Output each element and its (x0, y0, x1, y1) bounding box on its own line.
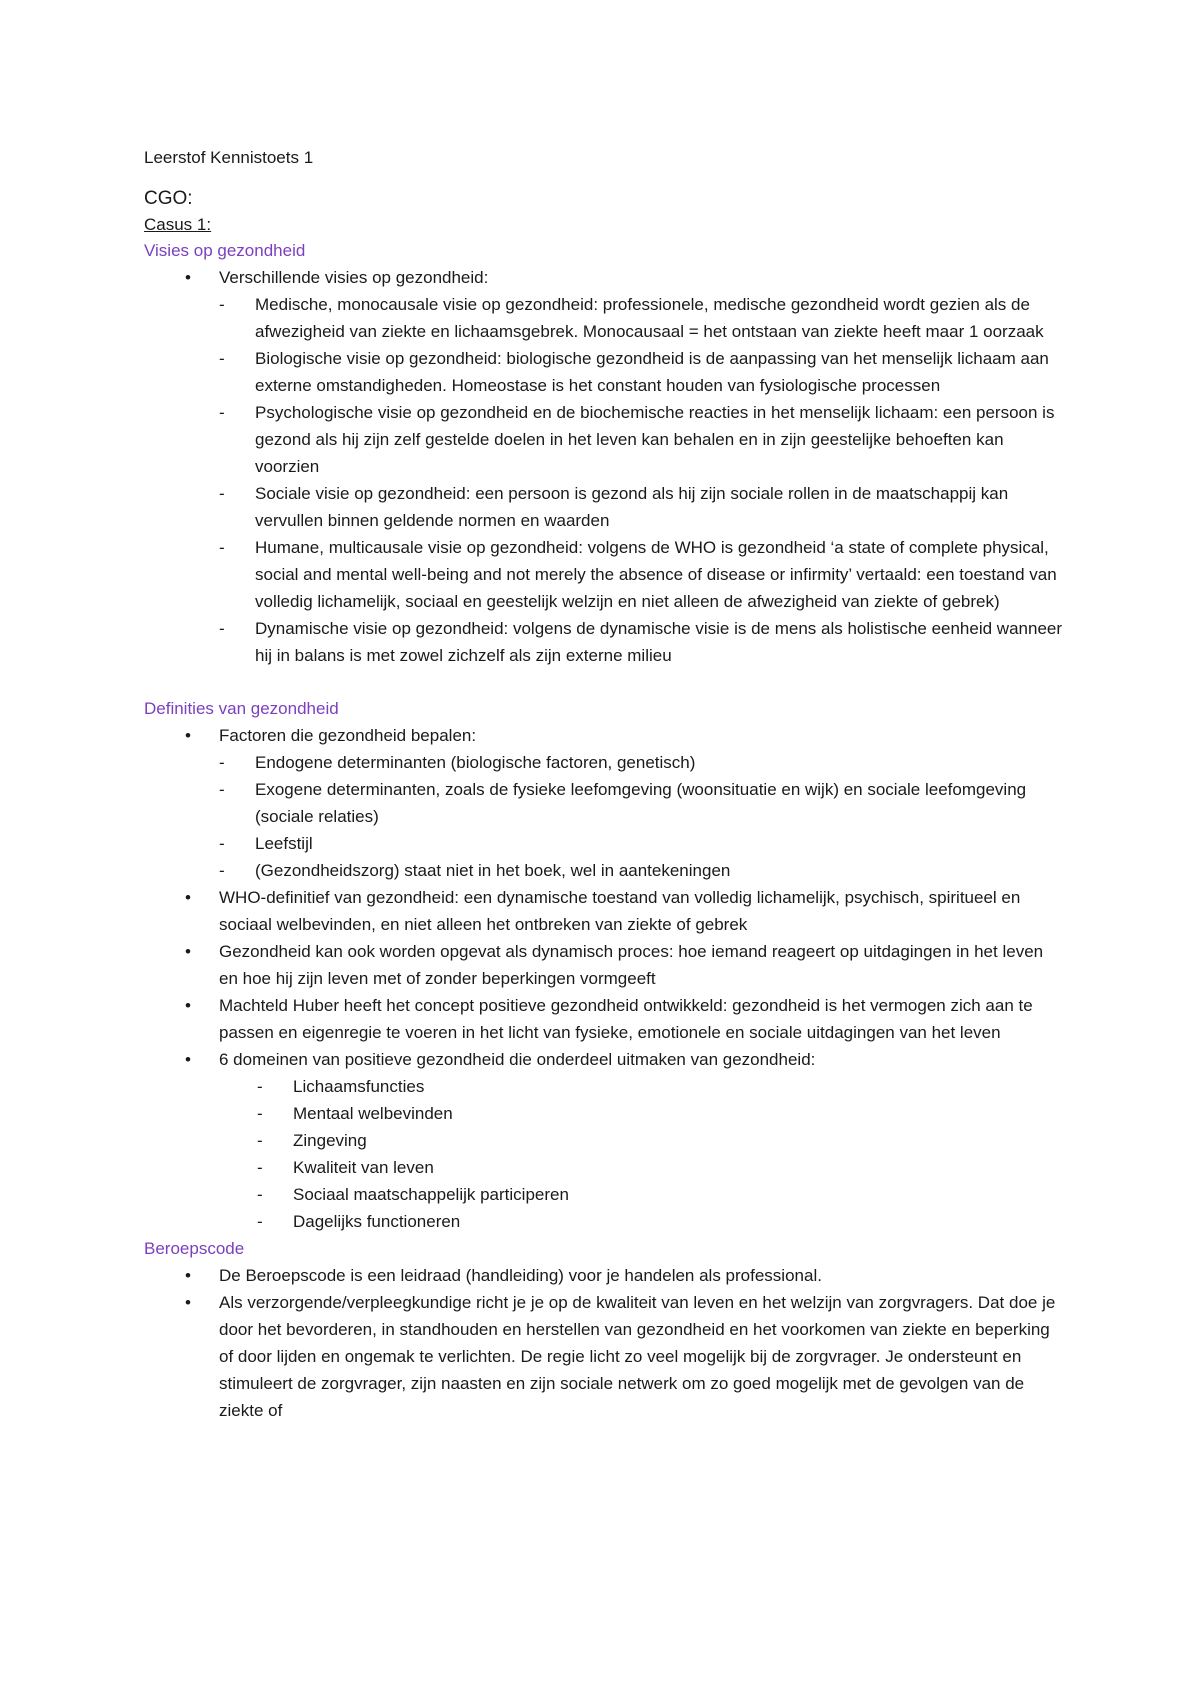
section-heading-visies: Visies op gezondheid (144, 241, 306, 260)
visies-sub-list (219, 291, 1064, 669)
bullet-icon: • (185, 996, 191, 1015)
list-item (219, 1127, 1064, 1154)
bullet-text: Gezondheid kan ook worden opgevat als dynamisch proces: hoe iemand reageert op uitdagingen in het leven en hoe hij zijn leven met of zonder beperkingen vormgeeft (219, 942, 1044, 988)
list-item (144, 992, 1064, 1046)
list-item (219, 1208, 1064, 1235)
bullet-text: Verschillende visies op gezondheid: (219, 268, 489, 287)
dash-icon: - (219, 619, 225, 638)
list-item (144, 722, 1064, 884)
item-text: Dagelijks functioneren (293, 1212, 461, 1231)
dash-icon: - (219, 295, 225, 314)
cgo-heading: CGO: (144, 188, 193, 209)
item-text: Psychologische visie op gezondheid en de biochemische reacties in het menselijk lichaam: een persoon is gezond als hij zijn zelf gestelde doelen in het leven kan behalen en in zijn geestelijke behoeften kan voorzien (255, 403, 1055, 476)
item-text: (Gezondheidszorg) staat niet in het boek, wel in aantekeningen (255, 861, 731, 880)
list-item (144, 264, 1064, 669)
bullet-icon: • (185, 726, 191, 745)
list-item (219, 857, 1064, 884)
item-text: Endogene determinanten (biologische factoren, genetisch) (255, 753, 696, 772)
dash-icon: - (257, 1158, 263, 1177)
item-text: Humane, multicausale visie op gezondheid: volgens de WHO is gezondheid ‘a state of complete physical, social and mental well-being and not merely the absence of disease or infirmity’ vertaald: een toestand van volledig lichamelijk, sociaal en geestelijk welzijn en niet alleen de afwezigheid van ziekte of gebrek) (255, 538, 1057, 611)
visies-bullet-list (144, 264, 1064, 669)
item-text: Mentaal welbevinden (293, 1104, 453, 1123)
list-item (219, 1154, 1064, 1181)
document-title: Leerstof Kennistoets 1 (144, 148, 314, 167)
item-text: Sociaal maatschappelijk participeren (293, 1185, 569, 1204)
list-item (219, 399, 1064, 480)
dash-icon: - (257, 1104, 263, 1123)
bullet-text: Als verzorgende/verpleegkundige richt je je op de kwaliteit van leven en het welzijn van zorgvragers. Dat doe je door het bevorderen, in standhouden en herstellen van gezondheid en het voorkomen van ziekte en beperking of door lijden en ongemak te verlichten. De regie licht zo veel mogelijk bij de zorgvrager. Je ondersteunt en stimuleert de zorgvrager, zijn naasten en zijn sociale netwerk om zo goed mogelijk met de gevolgen van de ziekte of (219, 1293, 1056, 1420)
bullet-icon: • (185, 888, 191, 907)
dash-icon: - (257, 1185, 263, 1204)
list-item (219, 1073, 1064, 1100)
item-text: Lichaamsfuncties (293, 1077, 425, 1096)
dash-icon: - (219, 403, 225, 422)
bullet-text: 6 domeinen van positieve gezondheid die onderdeel uitmaken van gezondheid: (219, 1050, 816, 1069)
item-text: Zingeving (293, 1131, 367, 1150)
factors-sub-list (219, 749, 1064, 884)
dash-icon: - (219, 780, 225, 799)
list-item (219, 345, 1064, 399)
list-item (144, 1046, 1064, 1235)
list-item (144, 1289, 1064, 1424)
casus-heading: Casus 1: (144, 215, 212, 234)
item-text: Kwaliteit van leven (293, 1158, 434, 1177)
spacer (144, 669, 1064, 695)
dash-icon: - (219, 861, 225, 880)
item-text: Biologische visie op gezondheid: biologische gezondheid is de aanpassing van het menselijk lichaam aan externe omstandigheden. Homeostase is het constant houden van fysiologische processen (255, 349, 1049, 395)
item-text: Dynamische visie op gezondheid: volgens de dynamische visie is de mens als holistische eenheid wanneer hij in balans is met zowel zichzelf als zijn externe milieu (255, 619, 1063, 665)
dash-icon: - (219, 484, 225, 503)
dash-icon: - (219, 753, 225, 772)
bullet-text: Factoren die gezondheid bepalen: (219, 726, 477, 745)
dash-icon: - (257, 1212, 263, 1231)
dash-icon: - (219, 538, 225, 557)
list-item (144, 884, 1064, 938)
list-item (219, 830, 1064, 857)
document-page (144, 145, 1064, 1424)
beroepscode-bullet-list (144, 1262, 1064, 1424)
list-item (144, 938, 1064, 992)
list-item (219, 615, 1064, 669)
list-item (219, 291, 1064, 345)
bullet-icon: • (185, 1266, 191, 1285)
definities-bullet-list (144, 722, 1064, 1235)
item-text: Medische, monocausale visie op gezondheid: professionele, medische gezondheid wordt gezien als de afwezigheid van ziekte en lichaamsgebrek. Monocausaal = het ontstaan van ziekte heeft maar 1 oorzaak (255, 295, 1044, 341)
dash-icon: - (219, 834, 225, 853)
bullet-icon: • (185, 1293, 191, 1312)
item-text: Sociale visie op gezondheid: een persoon is gezond als hij zijn sociale rollen in de maatschappij kan vervullen binnen geldende normen en waarden (255, 484, 1009, 530)
list-item (219, 1100, 1064, 1127)
domains-sub-list (219, 1073, 1064, 1235)
bullet-icon: • (185, 268, 191, 287)
list-item (219, 534, 1064, 615)
list-item (144, 1262, 1064, 1289)
bullet-text: Machteld Huber heeft het concept positieve gezondheid ontwikkeld: gezondheid is het vermogen zich aan te passen en eigenregie te voeren in het licht van fysieke, emotionele en sociale uitdagingen van het leven (219, 996, 1033, 1042)
item-text: Leefstijl (255, 834, 313, 853)
item-text: Exogene determinanten, zoals de fysieke leefomgeving (woonsituatie en wijk) en sociale leefomgeving (sociale relaties) (255, 780, 1027, 826)
bullet-text: De Beroepscode is een leidraad (handleiding) voor je handelen als professional. (219, 1266, 822, 1285)
dash-icon: - (257, 1077, 263, 1096)
section-heading-beroepscode: Beroepscode (144, 1239, 245, 1258)
list-item (219, 776, 1064, 830)
bullet-icon: • (185, 1050, 191, 1069)
list-item (219, 1181, 1064, 1208)
section-heading-definities: Definities van gezondheid (144, 699, 339, 718)
dash-icon: - (257, 1131, 263, 1150)
dash-icon: - (219, 349, 225, 368)
bullet-icon: • (185, 942, 191, 961)
bullet-text: WHO-definitief van gezondheid: een dynamische toestand van volledig lichamelijk, psychisch, spiritueel en sociaal welbevinden, en niet alleen het ontbreken van ziekte of gebrek (219, 888, 1021, 934)
list-item (219, 480, 1064, 534)
list-item (219, 749, 1064, 776)
